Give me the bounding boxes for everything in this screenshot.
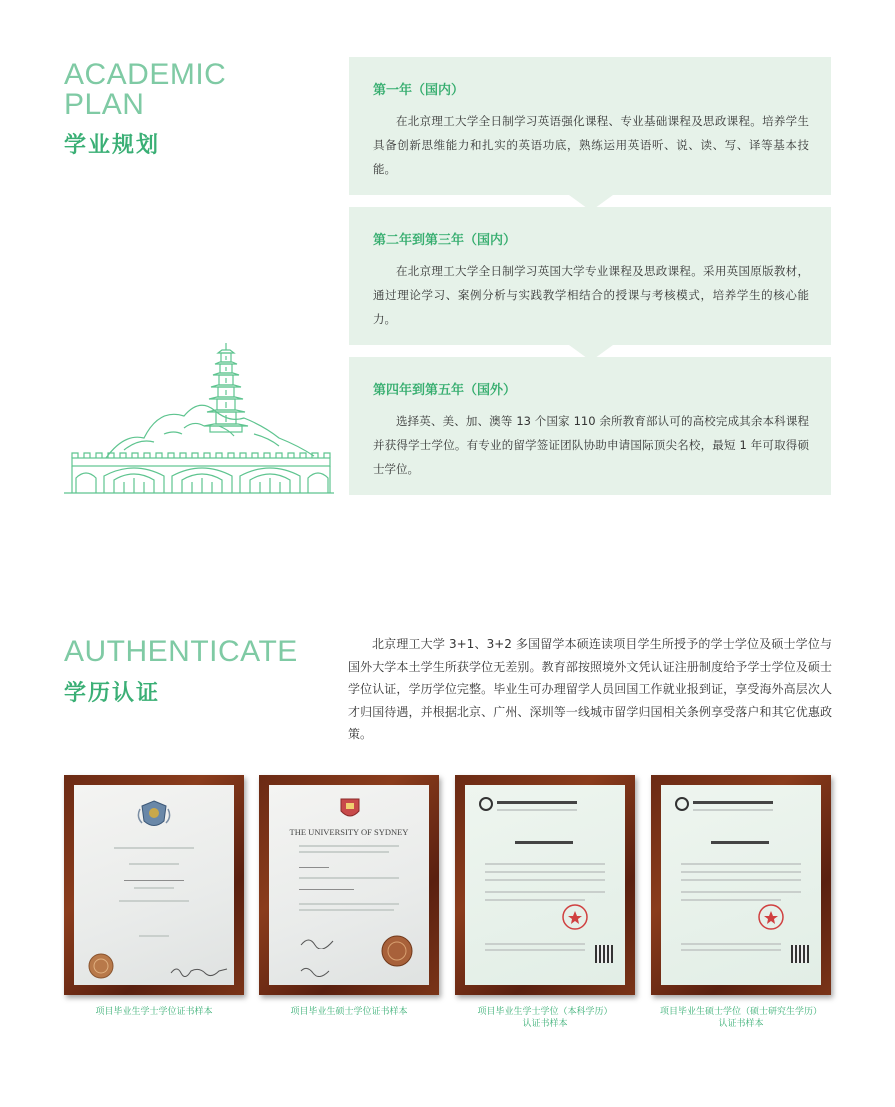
caption-line: 认证书样本: [522, 1019, 568, 1029]
bronze-seal-icon: [381, 935, 413, 967]
academic-en-title-line1: ACADEMIC: [64, 58, 227, 91]
caption-line: 认证书样本: [718, 1019, 764, 1029]
plan-stage-desc: 在北京理工大学全日制学习英国大学专业课程及思政课程。采用英国原版教材，通过理论学习、案例分析与实践教学相结合的授课与考核模式，培养学生的核心能力。: [373, 264, 809, 326]
certificate-frame-4: [651, 775, 831, 995]
plan-stage-title: 第四年到第五年（国外）: [373, 383, 517, 398]
caption-line: 项目毕业生学士学位证书样本: [95, 1007, 213, 1017]
cscse-logo-icon: [675, 797, 689, 811]
red-stamp-icon: [561, 903, 589, 931]
qr-code-icon: [595, 945, 613, 963]
crest-icon: [136, 797, 172, 833]
certificate-frame-2: [259, 775, 439, 995]
caption-line: 项目毕业生学士学位（本科学历）: [477, 1007, 613, 1017]
signature-mark: [169, 963, 229, 977]
academic-en-title-line2: PLAN: [64, 88, 145, 121]
certificate-caption-4: [646, 1006, 836, 1030]
certificate-caption-2: [259, 1006, 439, 1018]
authenticate-en-title: AUTHENTICATE: [64, 635, 298, 668]
plan-stage-title: 第一年（国内）: [373, 83, 465, 98]
authenticate-description: 北京理工大学 3+1、3+2 多国留学本硕连读项目学生所授予的学士学位及硕士学位与国外大学本土学生所获学位无差别。教育部按照境外文凭认证注册制度给予学士学位及硕士学位认证，学历学位完整。毕业生可办理留学人员回国工作就业报到证，享受海外高层次人才归国待遇，并根据北京、广州、深圳等一线城市留学归国相关条例享受落户和其它优惠政策。: [348, 637, 832, 741]
certificate-caption-1: [64, 1006, 244, 1018]
pagoda-landscape-illustration: [64, 338, 334, 498]
certificate-university-heading: THE UNIVERSITY OF SYDNEY: [289, 827, 409, 837]
certificate-caption-3: [455, 1006, 635, 1030]
certificate-frame-3: [455, 775, 635, 995]
caption-line: 项目毕业生硕士学位证书样本: [290, 1007, 408, 1017]
university-seal-icon: [339, 797, 361, 821]
certificate-frame-1: [64, 775, 244, 995]
gold-seal-icon: [88, 953, 114, 979]
caption-line: 项目毕业生硕士学位（硕士研究生学历）: [659, 1007, 822, 1017]
plan-stage-2: [349, 207, 831, 345]
red-stamp-icon: [757, 903, 785, 931]
cscse-logo-icon: [479, 797, 493, 811]
plan-stage-1: [349, 57, 831, 195]
academic-cn-title: 学业规划: [64, 133, 161, 158]
signature-mark: [299, 963, 339, 977]
plan-stage-desc: 选择英、美、加、澳等 13 个国家 110 余所教育部认可的高校完成其余本科课程并获得学士学位。有专业的留学签证团队协助申请国际顶尖名校，最短 1 年可取得硕士学位。: [373, 414, 809, 476]
qr-code-icon: [791, 945, 809, 963]
signature-mark: [299, 935, 339, 949]
plan-stage-title: 第二年到第三年（国内）: [373, 233, 517, 248]
plan-stage-3: [349, 357, 831, 495]
authenticate-cn-title: 学历认证: [64, 681, 161, 706]
plan-stage-desc: 在北京理工大学全日制学习英语强化课程、专业基础课程及思政课程。培养学生具备创新思维能力和扎实的英语功底，熟练运用英语听、说、读、写、译等基本技能。: [373, 114, 809, 176]
